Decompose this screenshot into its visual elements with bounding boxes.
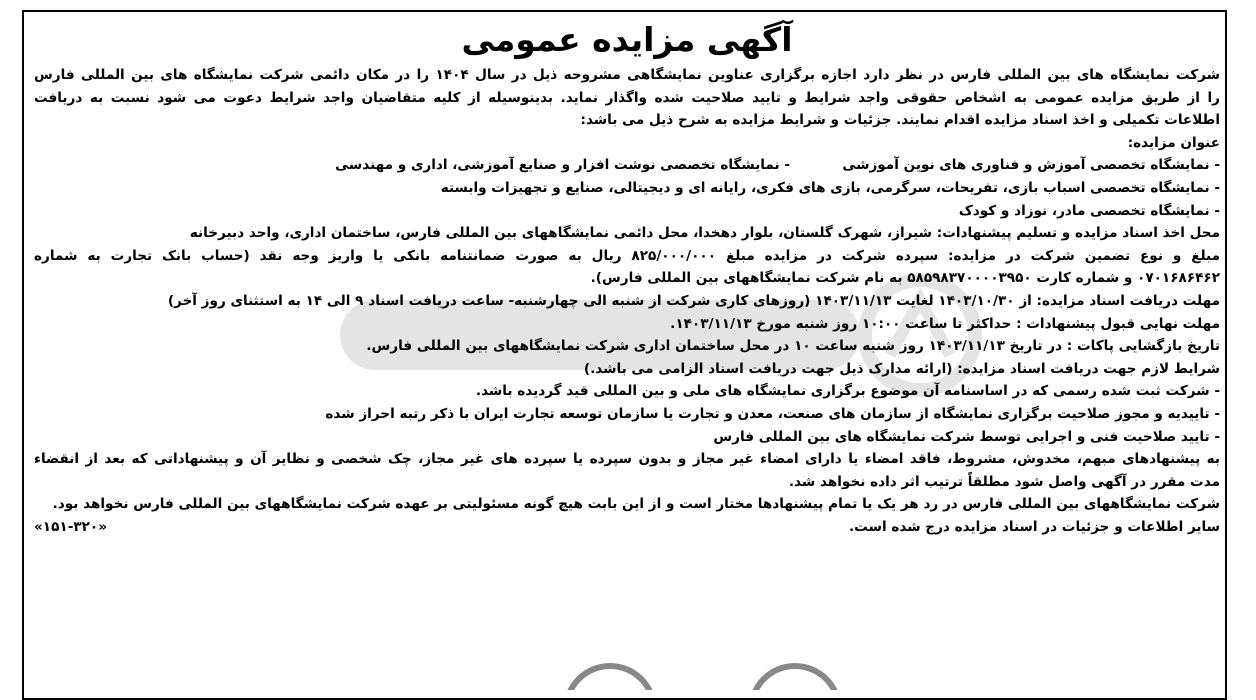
subject-heading: عنوان مزایده: bbox=[1127, 134, 1220, 151]
seal-stamps bbox=[560, 660, 860, 690]
exhibition-mother-child: - نمایشگاه تخصصی مادر، نوزاد و کودک bbox=[958, 202, 1220, 219]
intro-line-3: اطلاعات تکمیلی و اخذ اسناد مزایده اقدام نمایند. جزئیات و شرایط مزایده به شرح ذیل می باشد: bbox=[580, 112, 1220, 129]
requirements-heading: شرایط لازم جهت دریافت اسناد مزایده: (ارائه مدارک ذیل جهت دریافت اسناد الزامی می باشد.) bbox=[583, 360, 1220, 377]
docs-deadline: مهلت دریافت اسناد مزایده: از ۱۴۰۳/۱۰/۳۰ لغایت ۱۴۰۳/۱۱/۱۳ (روزهای کاری شرکت از شنبه الی چهارشنبه- ساعت دریافت اسناد ۹ الی ۱۴ به استثنای روز آخر) bbox=[167, 292, 1220, 309]
other-info: سایر اطلاعات و جزئیات در اسناد مزایده درج شده است. bbox=[849, 518, 1220, 535]
rejection-line-2: مدت مقرر در آگهی واصل شود مطلقاً ترتیب اثر داده نخواهد شد. bbox=[788, 473, 1220, 490]
requirement-qualification: - تایید صلاحیت فنی و اجرایی توسط شرکت نمایشگاه های بین المللی فارس bbox=[713, 428, 1220, 445]
exhibition-row-1 bbox=[34, 154, 1220, 177]
ad-content bbox=[34, 18, 1220, 538]
footer-row bbox=[34, 516, 1220, 539]
exhibition-stationery: - نمایشگاه تخصصی نوشت افزار و صنایع آموزشی، اداری و مهندسی bbox=[335, 157, 790, 174]
bids-deadline: مهلت نهایی قبول پیشنهادات : حداکثر تا ساعت ۱۰:۰۰ روز شنبه مورخ ۱۴۰۳/۱۱/۱۳. bbox=[670, 315, 1220, 332]
intro-line-2: را از طریق مزایده عمومی به اشخاص حقوقی واجد شرایط و تایید صلاحیت شده واگذار نماید. بدینوسیله از کلیه متقاضیان واجد شرایط دعوت می شود نسبت به دریافت bbox=[34, 89, 1220, 106]
deposit-line-2: ۰۷۰۱۶۸۶۴۶۲ و شماره کارت ۵۸۵۹۸۳۷۰۰۰۰۳۹۵۰ به نام شرکت نمایشگاههای بین المللی فارس). bbox=[590, 270, 1220, 287]
reference-code: «۱۵۱-۳۲۰» bbox=[34, 518, 108, 535]
opening-date: تاریخ بازگشایی پاکات : در تاریخ ۱۴۰۳/۱۱/۱۳ روز شنبه ساعت ۱۰ در محل ساختمان اداری شرکت نمایشگاههای بین المللی فارس. bbox=[366, 338, 1220, 355]
exhibition-education-tech: - نمایشگاه تخصصی آموزش و فناوری های نوین آموزشی bbox=[842, 157, 1220, 174]
rejection-line-1: به پیشنهادهای مبهم، مخدوش، مشروط، فاقد امضاء یا دارای امضاء غیر مجاز و بدون سپرده یا سپرده های غیر مجاز، چک شخصی و نظایر آن و پیشنهاداتی که بعد از انقضاء bbox=[34, 451, 1220, 468]
rights-statement: شرکت نمایشگاههای بین المللی فارس در رد هر یک یا تمام پیشنهادها مختار است و از این بابت هیچ گونه مسئولیتی بر عهده شرکت نمایشگاههای بین المللی فارس نخواهد بود. bbox=[52, 496, 1220, 513]
ad-title: آگهی مزایده عمومی bbox=[461, 20, 793, 59]
bid-location: محل اخذ اسناد مزایده و تسلیم پیشنهادات: شیراز، شهرک گلستان، بلوار دهخدا، محل دائمی نمایشگاههای بین المللی فارس، ساختمان اداری، واحد دبیرخانه bbox=[189, 225, 1220, 242]
requirement-license: - تاییدیه و مجوز صلاحیت برگزاری نمایشگاه از سازمان های صنعت، معدن و تجارت یا سازمان توسعه تجارت ایران با ذکر رتبه احراز شده bbox=[325, 405, 1220, 422]
intro-line-1: شرکت نمایشگاه های بین المللی فارس در نظر دارد اجازه برگزاری عناوین نمایشگاهی مشروحه ذیل در سال ۱۴۰۴ را در مکان دائمی شرکت نمایشگاه های بین المللی فارس bbox=[34, 67, 1220, 83]
exhibition-toys: - نمایشگاه تخصصی اسباب بازی، تفریحات، سرگرمی، بازی های فکری، رایانه ای و دیجیتالی، صنایع و تجهیزات وابسته bbox=[440, 179, 1220, 196]
requirement-registered-company: - شرکت ثبت شده رسمی که در اساسنامه آن موضوع برگزاری نمایشگاه های ملی و بین المللی قید گردیده باشد. bbox=[475, 383, 1220, 400]
deposit-line-1: مبلغ و نوع تضمین شرکت در مزایده: سپرده شرکت در مزایده مبلغ ۸۲۵/۰۰۰/۰۰۰ ریال به صورت ضمانتنامه بانکی یا واریز وجه نقد (حساب بانک تجارت به شماره bbox=[34, 247, 1220, 264]
